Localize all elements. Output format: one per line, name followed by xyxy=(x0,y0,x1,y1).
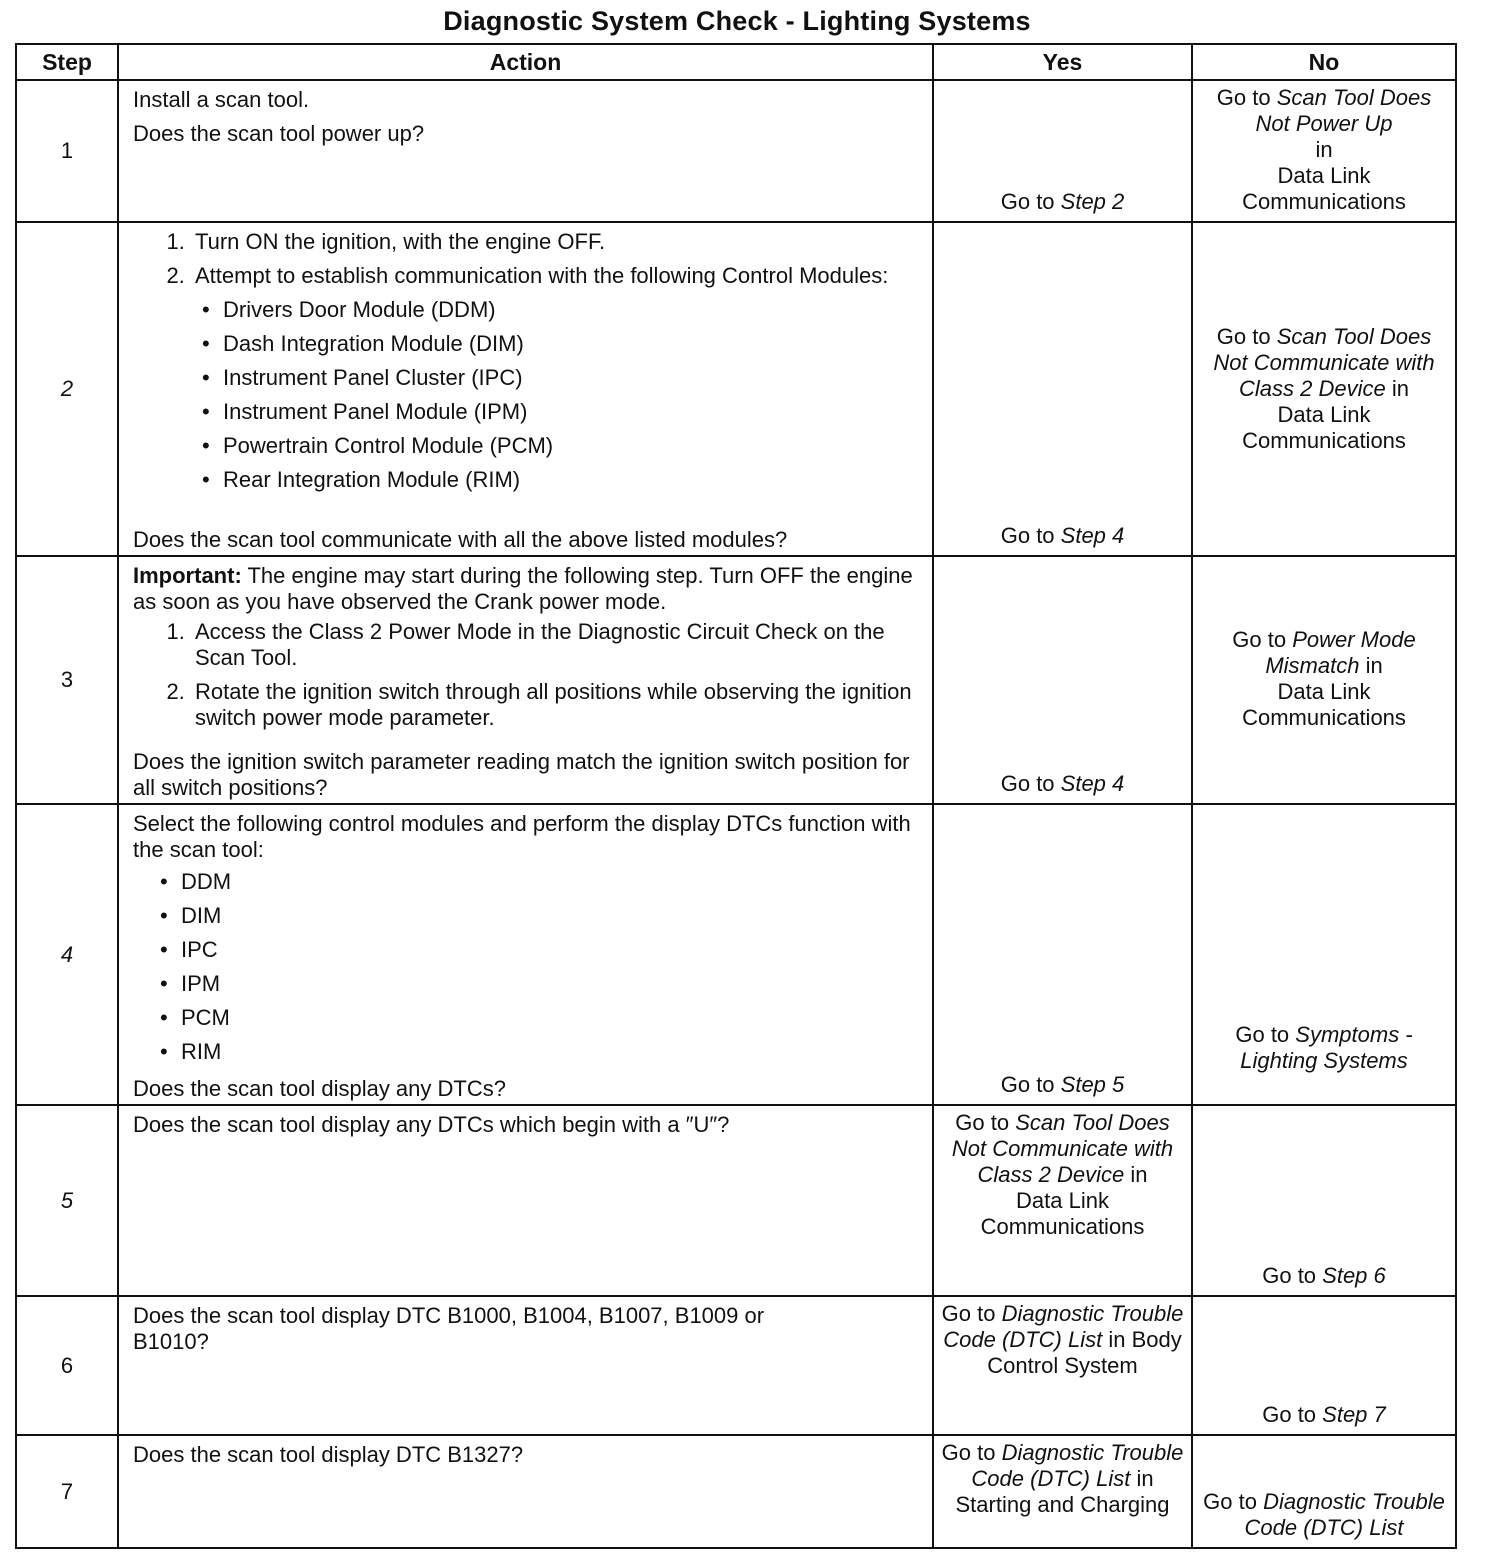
important-text: The engine may start during the following step. Turn OFF the engine as soon as you have observed the Crank power mode. xyxy=(133,563,913,614)
step-number: 6 xyxy=(16,1296,118,1435)
yes-cell xyxy=(933,80,1192,222)
action-cell xyxy=(118,804,933,1105)
table-row xyxy=(16,1435,1456,1548)
action-step: 1. Turn ON the ignition, with the engine OFF. xyxy=(191,229,924,255)
no-link[interactable]: Power Mode Mismatch xyxy=(1265,627,1416,678)
table-row xyxy=(16,804,1456,1105)
yes-cell xyxy=(933,804,1192,1105)
no-link[interactable]: Step 6 xyxy=(1322,1263,1386,1288)
yes-prefix: Go to xyxy=(1000,771,1061,796)
action-question: Does the scan tool communicate with all the above listed modules? xyxy=(133,527,788,552)
no-link[interactable]: Diagnostic Trouble Code (DTC) List xyxy=(1244,1489,1445,1540)
list-item: • Instrument Panel Module (IPM) xyxy=(223,399,924,425)
header-yes: Yes xyxy=(933,44,1192,80)
table-row xyxy=(16,80,1456,222)
yes-link[interactable]: Step 4 xyxy=(1060,523,1125,548)
list-item: • Powertrain Control Module (PCM) xyxy=(223,433,924,459)
action-steps xyxy=(133,229,924,289)
no-cell xyxy=(1192,1105,1456,1296)
header-step: Step xyxy=(16,44,118,80)
no-cell xyxy=(1192,80,1456,222)
action-intro: Select the following control modules and perform the display DTCs function with the scan tool: xyxy=(133,811,911,862)
yes-cell xyxy=(933,556,1192,804)
yes-cell xyxy=(933,1435,1192,1548)
no-cell xyxy=(1192,804,1456,1105)
step-number: 4 xyxy=(16,804,118,1105)
list-item: • Rear Integration Module (RIM) xyxy=(223,467,924,493)
action-cell xyxy=(118,1105,933,1296)
table-row xyxy=(16,1105,1456,1296)
list-item: • PCM xyxy=(181,1005,924,1031)
yes-cell xyxy=(933,1105,1192,1296)
no-link[interactable]: Scan Tool Does Not Communicate with Class 2 Device xyxy=(1213,324,1435,401)
action-step: 2. Rotate the ignition switch through all positions while observing the ignition switch power mode parameter. xyxy=(191,679,924,731)
action-question: Does the scan tool power up? xyxy=(133,121,425,146)
table-row xyxy=(16,556,1456,804)
yes-section: Starting and Charging xyxy=(955,1492,1170,1517)
important-label: Important: xyxy=(133,563,242,588)
no-prefix: Go to xyxy=(1232,627,1293,652)
no-suffix: in xyxy=(1315,137,1333,162)
no-cell xyxy=(1192,1296,1456,1435)
action-cell xyxy=(118,556,933,804)
yes-suffix: in xyxy=(1136,1466,1154,1491)
step-number: 2 xyxy=(16,222,118,556)
step-number: 3 xyxy=(16,556,118,804)
action-question: Does the ignition switch parameter reading match the ignition switch position for all switch positions? xyxy=(133,749,910,800)
yes-link[interactable]: Step 2 xyxy=(1060,189,1125,214)
action-steps xyxy=(133,619,924,731)
list-item: • RIM xyxy=(181,1039,924,1065)
no-section: Data Link Communications xyxy=(1242,679,1406,730)
yes-prefix: Go to xyxy=(1000,1072,1061,1097)
yes-section: Data Link Communications xyxy=(980,1188,1145,1239)
no-link[interactable]: Step 7 xyxy=(1322,1402,1386,1427)
no-cell xyxy=(1192,1435,1456,1548)
yes-link[interactable]: Step 5 xyxy=(1060,1072,1125,1097)
no-cell xyxy=(1192,222,1456,556)
no-prefix: Go to xyxy=(1203,1489,1264,1514)
yes-prefix: Go to xyxy=(955,1110,1016,1135)
list-item: • DIM xyxy=(181,903,924,929)
yes-prefix: Go to xyxy=(1000,189,1061,214)
no-prefix: Go to xyxy=(1216,85,1277,110)
no-suffix: in xyxy=(1365,653,1383,678)
action-step: 1. Access the Class 2 Power Mode in the Diagnostic Circuit Check on the Scan Tool. xyxy=(191,619,924,671)
action-step: 2. Attempt to establish communication with the following Control Modules: xyxy=(191,263,924,289)
list-item: • IPC xyxy=(181,937,924,963)
no-link[interactable]: Scan Tool Does Not Power Up xyxy=(1255,85,1432,136)
yes-prefix: Go to xyxy=(941,1301,1002,1326)
action-question: Does the scan tool display DTC B1327? xyxy=(133,1442,524,1467)
action-question: Does the scan tool display any DTCs? xyxy=(133,1076,506,1101)
no-prefix: Go to xyxy=(1262,1402,1323,1427)
action-cell xyxy=(118,80,933,222)
module-list xyxy=(133,869,924,1065)
table-header-row xyxy=(16,44,1456,80)
no-prefix: Go to xyxy=(1235,1022,1296,1047)
yes-suffix: in Body Control System xyxy=(987,1327,1182,1378)
header-no: No xyxy=(1192,44,1456,80)
table-row xyxy=(16,222,1456,556)
yes-link[interactable]: Scan Tool Does Not Communicate with Class 2 Device xyxy=(951,1110,1174,1187)
no-prefix: Go to xyxy=(1262,1263,1323,1288)
action-cell xyxy=(118,1435,933,1548)
yes-cell xyxy=(933,1296,1192,1435)
no-section: Data Link Communications xyxy=(1242,163,1406,214)
action-cell xyxy=(118,222,933,556)
yes-prefix: Go to xyxy=(941,1440,1002,1465)
yes-cell xyxy=(933,222,1192,556)
no-prefix: Go to xyxy=(1216,324,1277,349)
yes-prefix: Go to xyxy=(1000,523,1061,548)
list-item: • Instrument Panel Cluster (IPC) xyxy=(223,365,924,391)
list-item: • IPM xyxy=(181,971,924,997)
page-title: Diagnostic System Check - Lighting Systems xyxy=(443,6,1031,36)
diagnostic-table xyxy=(15,43,1457,1549)
list-item: • Drivers Door Module (DDM) xyxy=(223,297,924,323)
no-cell xyxy=(1192,556,1456,804)
action-cell xyxy=(118,1296,933,1435)
step-number: 1 xyxy=(16,80,118,222)
yes-link[interactable]: Diagnostic Trouble Code (DTC) List xyxy=(943,1301,1184,1352)
header-action: Action xyxy=(118,44,933,80)
list-item: • DDM xyxy=(181,869,924,895)
yes-link[interactable]: Diagnostic Trouble Code (DTC) List xyxy=(971,1440,1184,1491)
table-row xyxy=(16,1296,1456,1435)
step-number: 7 xyxy=(16,1435,118,1548)
action-question: Does the scan tool display any DTCs which begin with a ″U″? xyxy=(133,1112,730,1137)
yes-link[interactable]: Step 4 xyxy=(1060,771,1125,796)
step-number: 5 xyxy=(16,1105,118,1296)
action-text: Install a scan tool. xyxy=(133,87,310,112)
yes-suffix: in xyxy=(1130,1162,1148,1187)
action-question: Does the scan tool display DTC B1000, B1004, B1007, B1009 or B1010? xyxy=(133,1303,765,1354)
no-link[interactable]: Symptoms - Lighting Systems xyxy=(1240,1022,1413,1073)
no-section: Data Link Communications xyxy=(1242,402,1406,453)
important-note xyxy=(133,563,924,615)
no-suffix: in xyxy=(1391,376,1409,401)
module-list xyxy=(133,297,924,493)
list-item: • Dash Integration Module (DIM) xyxy=(223,331,924,357)
